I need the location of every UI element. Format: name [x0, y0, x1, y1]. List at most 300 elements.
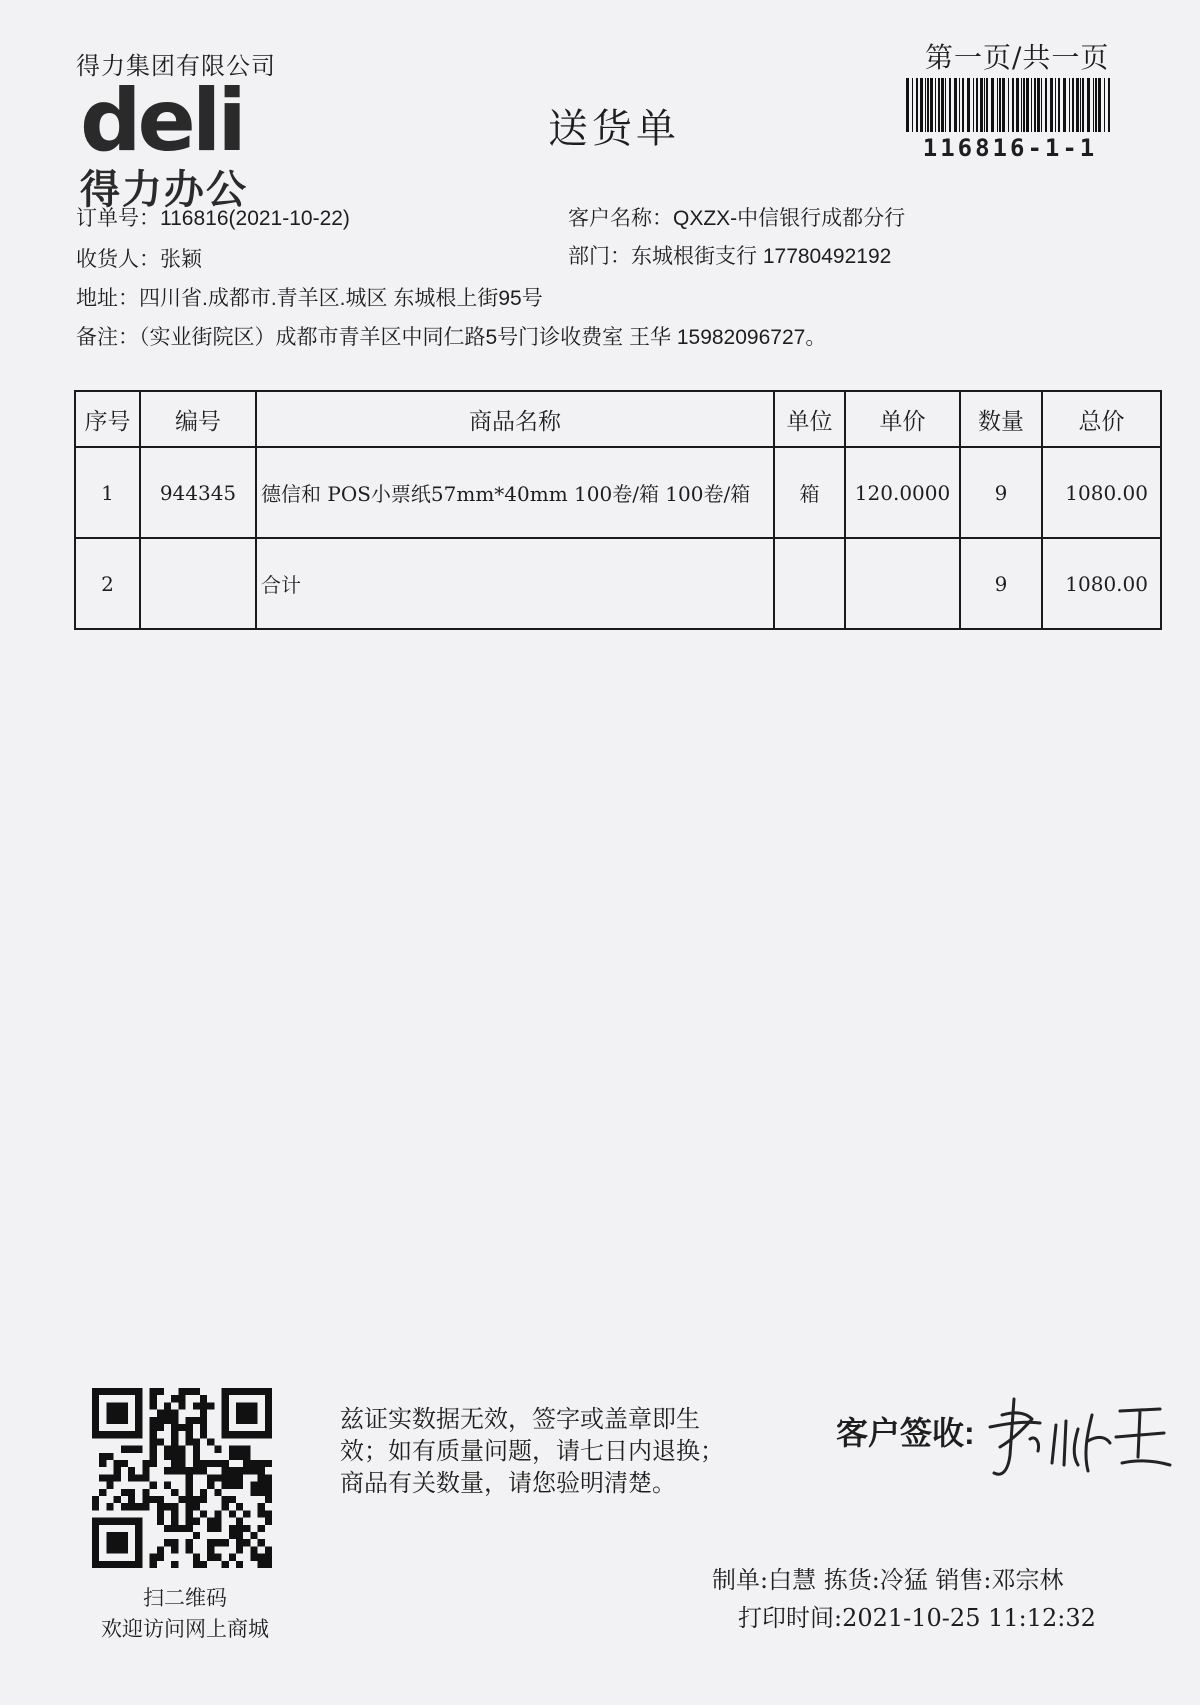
qr-module — [150, 1424, 157, 1431]
qr-module — [193, 1532, 200, 1539]
qr-module — [193, 1467, 200, 1474]
barcode-bar — [962, 78, 964, 132]
qr-module — [150, 1554, 157, 1561]
qr-module — [236, 1539, 243, 1546]
barcode-bar — [959, 78, 960, 132]
qr-module — [186, 1525, 193, 1532]
header-unit: 单位 — [774, 391, 845, 447]
barcode-bar — [906, 78, 909, 132]
qr-module — [164, 1525, 171, 1532]
qr-caption-visit: 欢迎访问网上商城 — [101, 1617, 269, 1641]
qr-module — [150, 1417, 157, 1424]
cell-seq: 2 — [75, 538, 140, 629]
qr-finder-inner — [236, 1402, 258, 1424]
qr-module — [157, 1424, 164, 1431]
barcode-bar — [927, 78, 929, 132]
qr-module — [171, 1438, 178, 1445]
qr-module — [164, 1402, 171, 1409]
qr-module — [178, 1446, 185, 1453]
barcode-bar — [1023, 78, 1025, 132]
qr-module — [178, 1453, 185, 1460]
qr-module — [214, 1460, 221, 1467]
notice-line: 商品有关数量，请您验明清楚。 — [340, 1470, 676, 1497]
qr-module — [186, 1489, 193, 1496]
barcode-bar — [973, 78, 974, 132]
qr-module — [157, 1510, 164, 1517]
cell-unit-price — [845, 538, 960, 629]
barcode-number: 116816-1-1 — [922, 134, 1098, 162]
qr-module — [186, 1417, 193, 1424]
qr-module — [200, 1510, 207, 1517]
qr-module — [229, 1496, 236, 1503]
barcode-bar — [949, 78, 951, 132]
qr-module — [229, 1482, 236, 1489]
qr-module — [193, 1561, 200, 1568]
qr-module — [207, 1474, 214, 1481]
cell-quantity: 9 — [960, 538, 1042, 629]
qr-module — [236, 1474, 243, 1481]
qr-module — [92, 1496, 99, 1503]
barcode-bar — [941, 78, 944, 132]
qr-module — [229, 1467, 236, 1474]
qr-module — [222, 1503, 229, 1510]
barcode — [906, 78, 1114, 132]
qr-module — [258, 1467, 265, 1474]
qr-module — [157, 1518, 164, 1525]
cell-total: 1080.00 — [1042, 538, 1161, 629]
barcode-bar — [1072, 78, 1074, 132]
qr-module — [193, 1503, 200, 1510]
qr-module — [200, 1460, 207, 1467]
qr-module — [150, 1453, 157, 1460]
qr-module — [164, 1539, 171, 1546]
cell-unit: 箱 — [774, 447, 845, 538]
qr-module — [207, 1460, 214, 1467]
qr-module — [114, 1496, 121, 1503]
barcode-bar — [1050, 78, 1053, 132]
qr-module — [128, 1446, 135, 1453]
qr-module — [265, 1510, 272, 1517]
barcode-bar — [967, 78, 970, 132]
qr-module — [200, 1410, 207, 1417]
barcode-bar — [1041, 78, 1042, 132]
qr-module — [214, 1446, 221, 1453]
qr-module — [200, 1496, 207, 1503]
qr-module — [258, 1561, 265, 1568]
qr-module — [265, 1546, 272, 1553]
qr-module — [171, 1525, 178, 1532]
qr-module — [229, 1532, 236, 1539]
qr-module — [164, 1482, 171, 1489]
qr-module — [135, 1446, 142, 1453]
qr-module — [186, 1388, 193, 1395]
qr-module — [186, 1424, 193, 1431]
notice-line: 效；如有质量问题，请七日内退换； — [340, 1438, 724, 1465]
qr-module — [178, 1525, 185, 1532]
qr-module — [193, 1554, 200, 1561]
qr-module — [207, 1554, 214, 1561]
qr-module — [243, 1446, 250, 1453]
barcode-bar — [954, 78, 957, 132]
qr-module — [135, 1474, 142, 1481]
qr-module — [150, 1438, 157, 1445]
qr-module — [157, 1410, 164, 1417]
qr-module — [265, 1518, 272, 1525]
barcode-bar — [1080, 78, 1081, 132]
qr-module — [171, 1561, 178, 1568]
customer-signature-label: 客户签收: — [836, 1415, 975, 1451]
qr-module — [171, 1431, 178, 1438]
qr-caption-scan: 扫二维码 — [143, 1586, 227, 1610]
cell-code: 944345 — [140, 447, 256, 538]
qr-module — [171, 1424, 178, 1431]
qr-module — [186, 1438, 193, 1445]
qr-module — [171, 1489, 178, 1496]
qr-module — [121, 1489, 128, 1496]
barcode-bar — [991, 78, 994, 132]
qr-module — [265, 1561, 272, 1568]
qr-module — [178, 1467, 185, 1474]
notice-text — [340, 1404, 760, 1500]
qr-module — [99, 1453, 106, 1460]
qr-module — [142, 1489, 149, 1496]
qr-module — [200, 1561, 207, 1568]
qr-module — [150, 1460, 157, 1467]
qr-module — [243, 1467, 250, 1474]
barcode-bar — [1037, 78, 1040, 132]
qr-module — [186, 1482, 193, 1489]
qr-finder-inner — [106, 1532, 128, 1554]
header-code: 编号 — [140, 391, 256, 447]
qr-module — [243, 1460, 250, 1467]
qr-module — [178, 1496, 185, 1503]
qr-module — [186, 1510, 193, 1517]
qr-module — [236, 1446, 243, 1453]
qr-module — [157, 1554, 164, 1561]
qr-module — [200, 1424, 207, 1431]
barcode-bar — [1098, 78, 1101, 132]
qr-module — [157, 1496, 164, 1503]
qr-module — [229, 1446, 236, 1453]
document-title: 送货单 — [548, 106, 680, 152]
barcode-bar — [1108, 78, 1110, 132]
qr-module — [207, 1518, 214, 1525]
qr-module — [236, 1518, 243, 1525]
qr-module — [128, 1489, 135, 1496]
qr-module — [128, 1467, 135, 1474]
qr-module — [193, 1496, 200, 1503]
qr-module — [250, 1546, 257, 1553]
qr-module — [178, 1402, 185, 1409]
barcode-bar — [986, 78, 988, 132]
qr-module — [265, 1496, 272, 1503]
qr-module — [150, 1561, 157, 1568]
table-header-row — [75, 391, 1161, 447]
qr-module — [243, 1525, 250, 1532]
order-number: 订单号：116816(2021-10-22) — [76, 207, 350, 230]
qr-module — [186, 1431, 193, 1438]
cell-unit — [774, 538, 845, 629]
qr-module — [250, 1554, 257, 1561]
qr-module — [106, 1453, 113, 1460]
receiver: 收货人：张颖 — [76, 248, 202, 271]
qr-module — [171, 1518, 178, 1525]
qr-module — [236, 1546, 243, 1553]
qr-module — [99, 1474, 106, 1481]
qr-module — [106, 1482, 113, 1489]
barcode-bar — [1069, 78, 1070, 132]
qr-module — [250, 1467, 257, 1474]
qr-module — [250, 1489, 257, 1496]
qr-module — [99, 1489, 106, 1496]
qr-module — [258, 1482, 265, 1489]
barcode-bar — [1095, 78, 1097, 132]
qr-module — [186, 1539, 193, 1546]
cell-seq: 1 — [75, 447, 140, 538]
qr-module — [207, 1482, 214, 1489]
company-name: 得力集团有限公司 — [76, 53, 276, 80]
qr-module — [150, 1496, 157, 1503]
cell-total: 1080.00 — [1042, 447, 1161, 538]
qr-module — [164, 1446, 171, 1453]
barcode-bar — [1026, 78, 1029, 132]
qr-module — [207, 1525, 214, 1532]
qr-module — [121, 1460, 128, 1467]
qr-module — [150, 1446, 157, 1453]
notice-line: 兹证实数据无效，签字或盖章即生 — [340, 1406, 700, 1433]
qr-module — [186, 1496, 193, 1503]
qr-module — [92, 1503, 99, 1510]
qr-module — [200, 1402, 207, 1409]
qr-module — [193, 1453, 200, 1460]
staff-info: 制单:白慧 拣货:冷猛 销售:邓宗林 — [712, 1566, 1064, 1594]
qr-module — [229, 1554, 236, 1561]
qr-module — [193, 1460, 200, 1467]
cell-code — [140, 538, 256, 629]
qr-module — [236, 1532, 243, 1539]
qr-module — [243, 1510, 250, 1517]
qr-module — [193, 1402, 200, 1409]
qr-module — [171, 1467, 178, 1474]
remark: 备注：（实业街院区）成都市青羊区中同仁路5号门诊收费室 王华 15982096727。 — [76, 326, 827, 349]
qr-module — [214, 1489, 221, 1496]
qr-module — [229, 1453, 236, 1460]
qr-module — [258, 1503, 265, 1510]
qr-module — [171, 1460, 178, 1467]
qr-module — [157, 1438, 164, 1445]
cell-product-name: 合计 — [256, 538, 774, 629]
qr-module — [142, 1503, 149, 1510]
qr-module — [258, 1474, 265, 1481]
qr-module — [207, 1402, 214, 1409]
qr-module — [186, 1467, 193, 1474]
qr-module — [250, 1532, 257, 1539]
qr-module — [236, 1525, 243, 1532]
qr-module — [171, 1503, 178, 1510]
barcode-bar — [984, 78, 985, 132]
qr-module — [164, 1467, 171, 1474]
qr-module — [243, 1539, 250, 1546]
qr-module — [200, 1431, 207, 1438]
qr-module — [150, 1402, 157, 1409]
qr-module — [258, 1510, 265, 1517]
header-total: 总价 — [1042, 391, 1161, 447]
header-product-name: 商品名称 — [256, 391, 774, 447]
qr-module — [193, 1417, 200, 1424]
qr-module — [207, 1539, 214, 1546]
qr-module — [171, 1510, 178, 1517]
qr-module — [222, 1474, 229, 1481]
qr-module — [222, 1460, 229, 1467]
barcode-bar — [920, 78, 923, 132]
barcode-bar — [930, 78, 933, 132]
barcode-bar — [1045, 78, 1047, 132]
barcode-bar — [976, 78, 978, 132]
qr-module — [265, 1554, 272, 1561]
qr-module — [157, 1503, 164, 1510]
table-row — [75, 447, 1161, 538]
barcode-bar — [945, 78, 946, 132]
handwritten-signature — [980, 1385, 1180, 1485]
barcode-bar — [938, 78, 940, 132]
qr-module — [222, 1496, 229, 1503]
barcode-bar — [1034, 78, 1036, 132]
qr-module — [171, 1410, 178, 1417]
qr-module — [222, 1467, 229, 1474]
qr-module — [200, 1489, 207, 1496]
barcode-bar — [1076, 78, 1079, 132]
cell-product-name: 德信和 POS小票纸57mm*40mm 100卷/箱 100卷/箱 — [256, 447, 774, 538]
qr-module — [193, 1518, 200, 1525]
customer-name: 客户名称：QXZX-中信银行成都分行 — [568, 207, 906, 230]
barcode-bar — [1021, 78, 1022, 132]
cell-quantity: 9 — [960, 447, 1042, 538]
barcode-bar — [1058, 78, 1060, 132]
qr-module — [214, 1554, 221, 1561]
qr-module — [164, 1453, 171, 1460]
qr-module — [265, 1482, 272, 1489]
logo-chinese: 得力办公 — [80, 168, 248, 212]
qr-module — [106, 1503, 113, 1510]
qr-module — [142, 1496, 149, 1503]
qr-code — [92, 1388, 272, 1568]
qr-module — [186, 1546, 193, 1553]
items-table — [74, 390, 1162, 630]
qr-module — [265, 1460, 272, 1467]
barcode-bar — [1012, 78, 1014, 132]
barcode-bar — [912, 78, 913, 132]
qr-module — [178, 1395, 185, 1402]
qr-module — [128, 1496, 135, 1503]
qr-module — [236, 1467, 243, 1474]
qr-module — [236, 1453, 243, 1460]
qr-module — [193, 1388, 200, 1395]
header-unit-price: 单价 — [845, 391, 960, 447]
qr-module — [171, 1417, 178, 1424]
qr-module — [229, 1525, 236, 1532]
qr-module — [142, 1460, 149, 1467]
qr-module — [214, 1539, 221, 1546]
department: 部门：东城根街支行 17780492192 — [568, 245, 892, 268]
barcode-bar — [1016, 78, 1019, 132]
barcode-bar — [1031, 78, 1032, 132]
qr-module — [171, 1446, 178, 1453]
qr-module — [106, 1474, 113, 1481]
qr-module — [186, 1474, 193, 1481]
qr-module — [258, 1539, 265, 1546]
cell-unit-price: 120.0000 — [845, 447, 960, 538]
qr-module — [171, 1395, 178, 1402]
qr-module — [171, 1539, 178, 1546]
barcode-bar — [1063, 78, 1066, 132]
qr-module — [128, 1503, 135, 1510]
qr-module — [157, 1388, 164, 1395]
qr-module — [99, 1460, 106, 1467]
qr-module — [164, 1503, 171, 1510]
qr-module — [265, 1489, 272, 1496]
qr-module — [193, 1446, 200, 1453]
qr-module — [229, 1510, 236, 1517]
qr-module — [258, 1525, 265, 1532]
qr-module — [164, 1410, 171, 1417]
table-row — [75, 538, 1161, 629]
page-info: 第一页/共一页 — [925, 41, 1110, 74]
qr-module — [243, 1453, 250, 1460]
qr-module — [214, 1518, 221, 1525]
address: 地址：四川省.成都市.青羊区.城区 东城根上街95号 — [76, 287, 543, 310]
qr-module — [214, 1474, 221, 1481]
header-seq: 序号 — [75, 391, 140, 447]
barcode-bar — [997, 78, 998, 132]
qr-module — [135, 1503, 142, 1510]
barcode-bar — [1082, 78, 1084, 132]
qr-module — [142, 1474, 149, 1481]
barcode-bar — [935, 78, 936, 132]
qr-module — [222, 1539, 229, 1546]
qr-module — [258, 1554, 265, 1561]
qr-module — [150, 1395, 157, 1402]
qr-module — [236, 1503, 243, 1510]
qr-module — [114, 1467, 121, 1474]
qr-module — [258, 1460, 265, 1467]
qr-finder-inner — [106, 1402, 128, 1424]
header-quantity: 数量 — [960, 391, 1042, 447]
qr-module — [157, 1417, 164, 1424]
barcode-bar — [1002, 78, 1005, 132]
barcode-bar — [1087, 78, 1090, 132]
barcode-bar — [1055, 78, 1056, 132]
qr-module — [114, 1460, 121, 1467]
qr-module — [164, 1417, 171, 1424]
qr-module — [150, 1431, 157, 1438]
qr-module — [214, 1525, 221, 1532]
barcode-bar — [980, 78, 983, 132]
qr-module — [207, 1546, 214, 1553]
qr-module — [200, 1467, 207, 1474]
qr-module — [121, 1503, 128, 1510]
qr-module — [171, 1453, 178, 1460]
qr-module — [121, 1446, 128, 1453]
qr-module — [186, 1518, 193, 1525]
print-time: 打印时间:2021-10-25 11:12:32 — [738, 1604, 1096, 1632]
qr-module — [265, 1474, 272, 1481]
barcode-bar — [1104, 78, 1105, 132]
qr-module — [207, 1438, 214, 1445]
qr-module — [150, 1388, 157, 1395]
qr-module — [193, 1438, 200, 1445]
qr-module — [229, 1474, 236, 1481]
qr-module — [178, 1424, 185, 1431]
